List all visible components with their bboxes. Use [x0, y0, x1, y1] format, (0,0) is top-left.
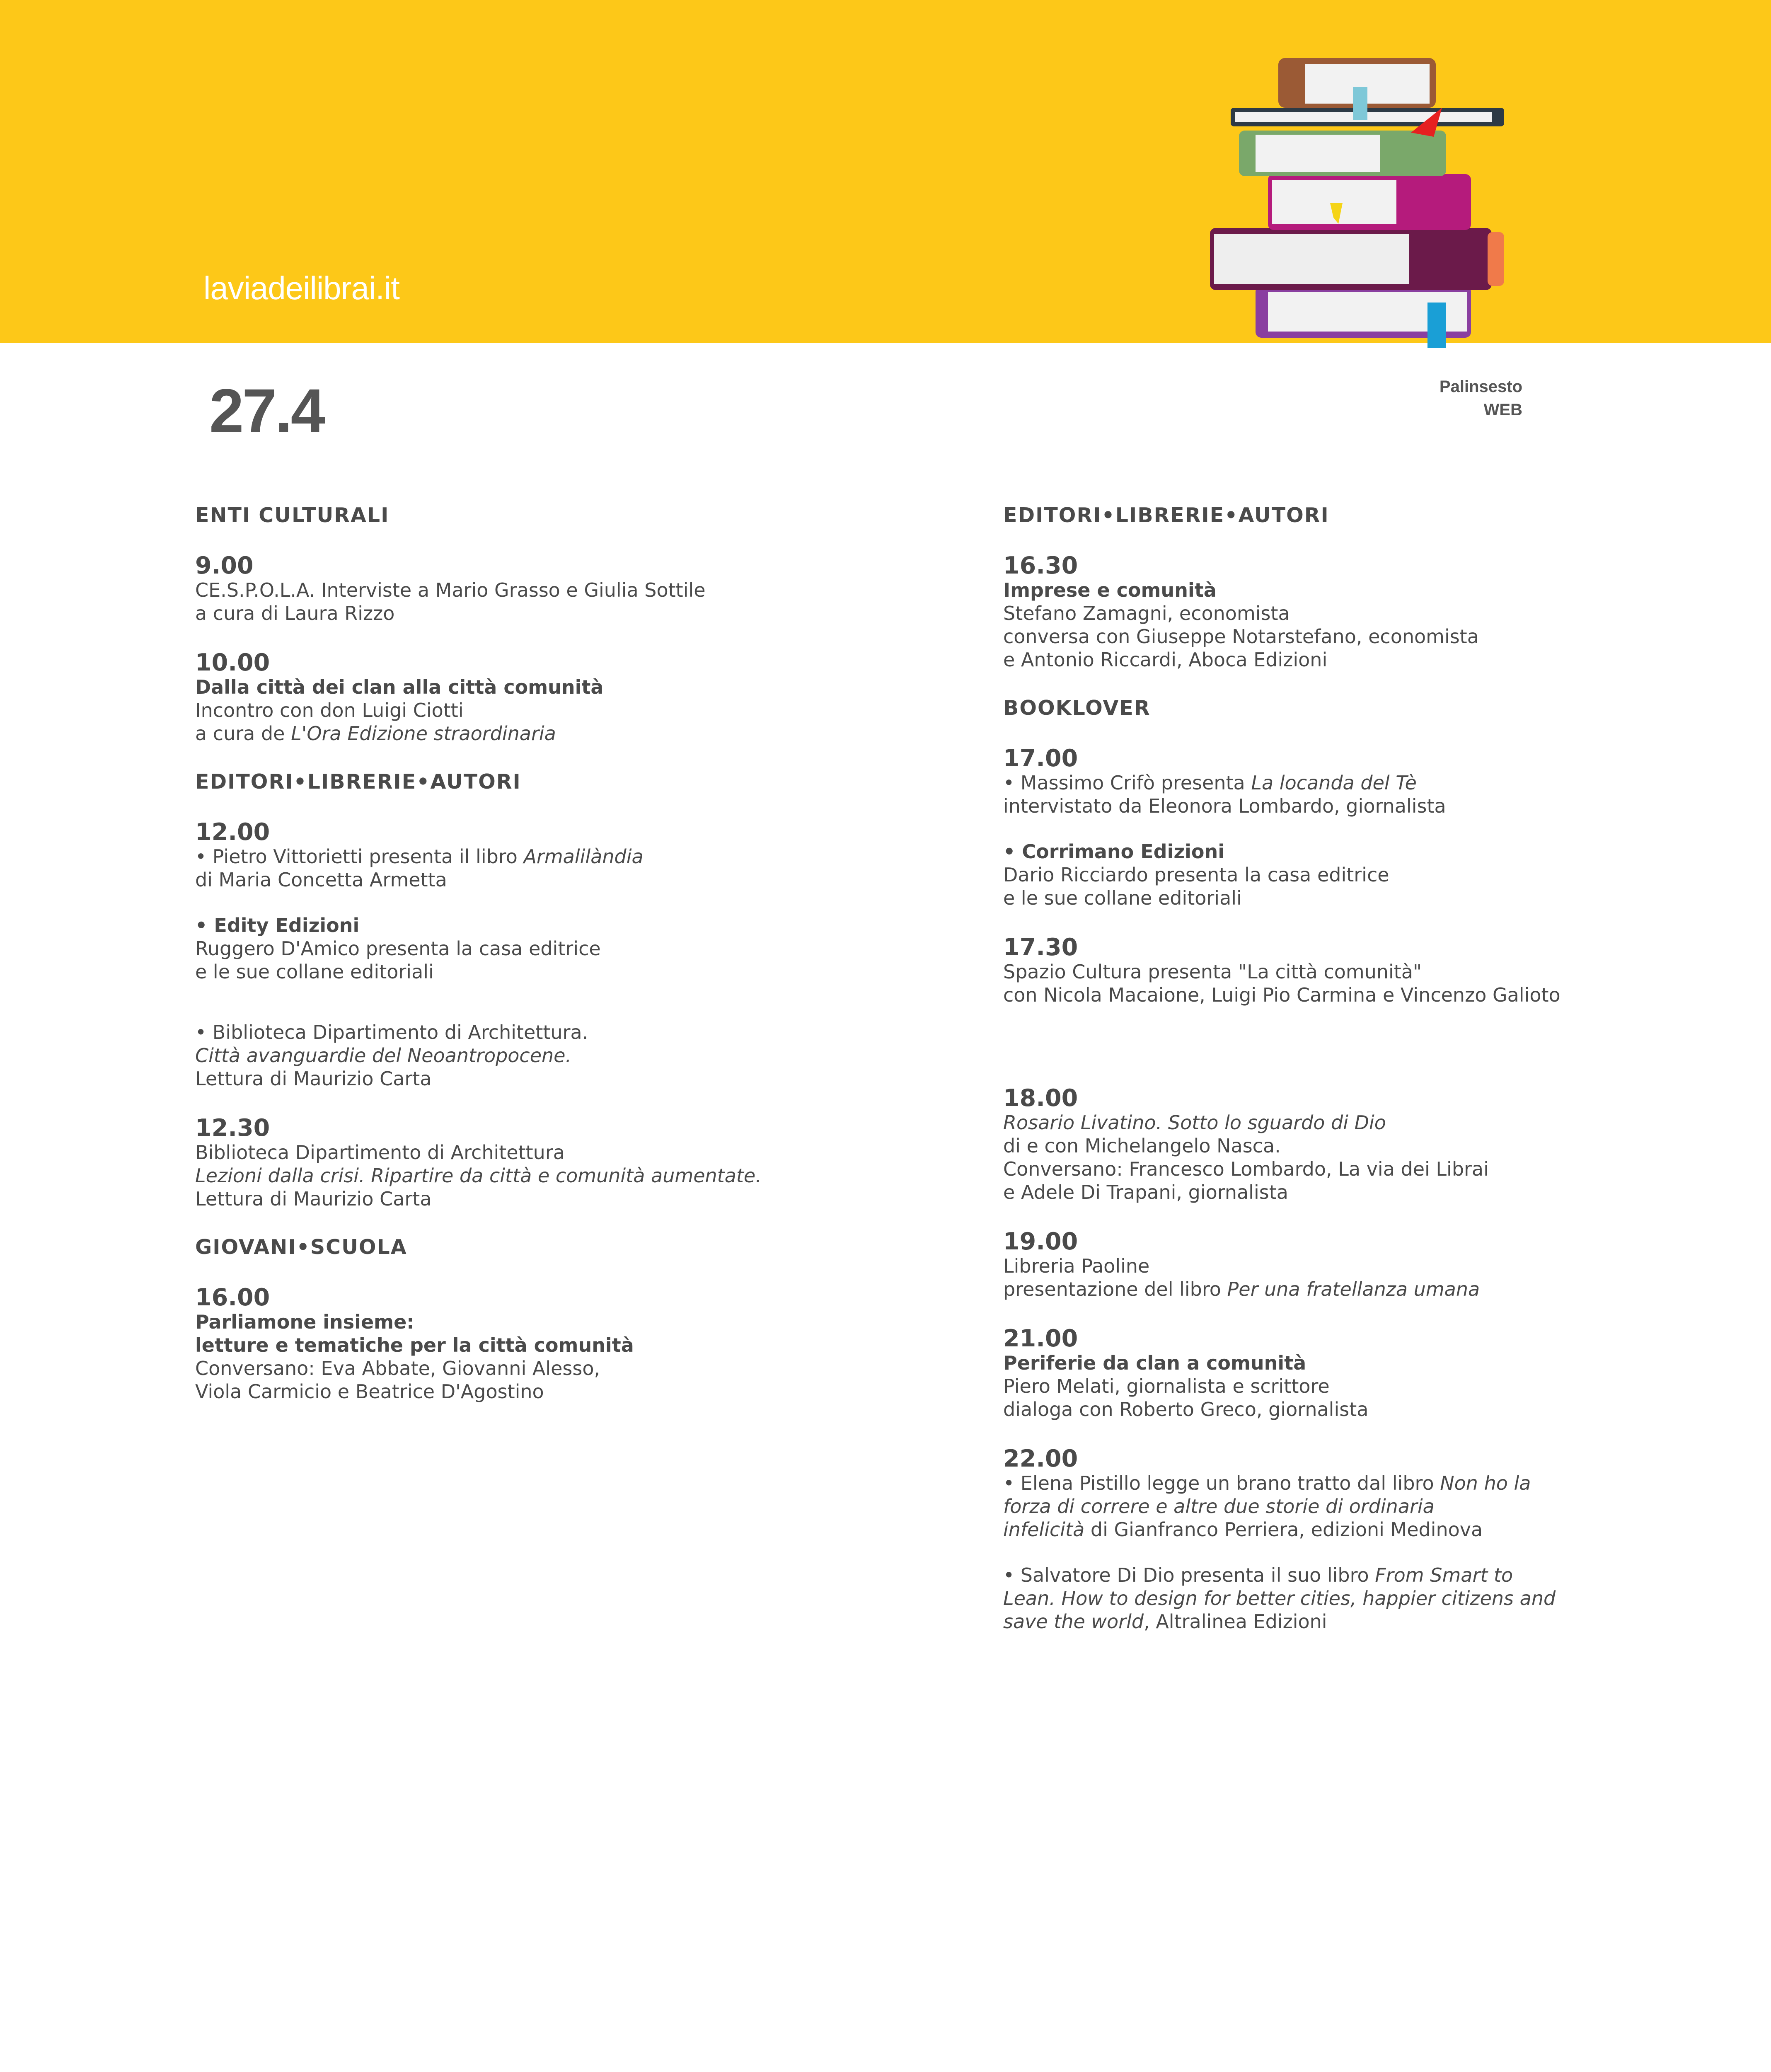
event-line — [1003, 1564, 1645, 1587]
event-line — [195, 845, 837, 868]
event-time: 22.00 — [1003, 1445, 1078, 1472]
event-title: Periferie da clan a comunità — [1003, 1352, 1306, 1374]
event-sub — [1003, 840, 1645, 910]
event-text-italic: save the world — [1003, 1610, 1144, 1633]
section-heading: EDITORI•LIBRERIE•AUTORI — [1003, 503, 1329, 527]
event-title: Dalla città dei clan alla città comunità — [195, 676, 604, 698]
event-text-italic: L'Ora Edizione straordinaria — [291, 722, 556, 745]
section-heading: ENTI CULTURALI — [195, 503, 390, 527]
event-line: Conversano: Francesco Lombardo, La via dei Librai — [1003, 1158, 1489, 1180]
event-time: 9.00 — [195, 552, 254, 579]
event-item — [195, 553, 837, 625]
event-text: • Salvatore Di Dio presenta il suo libro — [1003, 1564, 1375, 1586]
event-title: • Corrimano Edizioni — [1003, 840, 1225, 863]
event-item — [195, 819, 837, 1090]
event-line: Lettura di Maurizio Carta — [195, 1067, 432, 1090]
event-time: 21.00 — [1003, 1325, 1078, 1352]
event-line: e le sue collane editoriali — [1003, 887, 1242, 909]
event-line-italic: Lezioni dalla crisi. Ripartire da città e comunità aumentate. — [195, 1164, 762, 1187]
event-line: di e con Michelangelo Nasca. — [1003, 1135, 1281, 1157]
event-item — [1003, 1446, 1645, 1633]
event-time: 19.00 — [1003, 1228, 1078, 1255]
event-text: • Elena Pistillo legge un brano tratto dal libro — [1003, 1472, 1440, 1494]
event-title: Imprese e comunità — [1003, 579, 1217, 601]
event-line: intervistato da Eleonora Lombardo, giornalista — [1003, 795, 1446, 817]
event-line: • Biblioteca Dipartimento di Architettura. — [195, 1021, 588, 1043]
event-time: 12.00 — [195, 818, 270, 846]
right-column — [1003, 503, 1645, 1658]
schedule-label-line2: WEB — [1483, 401, 1522, 419]
event-item — [1003, 1326, 1645, 1421]
event-title: • Edity Edizioni — [195, 914, 360, 937]
event-time: 16.00 — [195, 1284, 270, 1311]
event-line: Lettura di Maurizio Carta — [195, 1188, 432, 1210]
event-line — [1003, 1278, 1645, 1301]
event-item — [195, 1285, 837, 1403]
event-line: Ruggero D'Amico presenta la casa editrice — [195, 937, 601, 960]
event-sub — [195, 914, 837, 983]
event-sub — [1003, 1564, 1645, 1633]
event-sub — [1003, 1472, 1645, 1541]
event-line: Libreria Paoline — [1003, 1255, 1150, 1277]
books-stack-icon — [1202, 50, 1517, 356]
event-line: Biblioteca Dipartimento di Architettura — [195, 1141, 565, 1164]
event-text: presentazione del libro — [1003, 1278, 1227, 1300]
event-line: e Antonio Riccardi, Aboca Edizioni — [1003, 649, 1328, 671]
event-line — [1003, 1518, 1645, 1541]
event-text: di Gianfranco Perriera, edizioni Medinova — [1084, 1518, 1483, 1541]
event-text: • Massimo Crifò presenta — [1003, 772, 1251, 794]
event-line — [195, 722, 837, 745]
event-text-italic: La locanda del Tè — [1251, 772, 1417, 794]
event-text-italic: Armalilàndia — [523, 845, 644, 868]
event-line: e le sue collane editoriali — [195, 961, 434, 983]
event-line: Stefano Zamagni, economista — [1003, 602, 1290, 625]
section-heading: GIOVANI•SCUOLA — [195, 1235, 407, 1259]
event-line-italic: Lean. How to design for better cities, happier citizens and — [1003, 1587, 1556, 1610]
event-line: Viola Carmicio e Beatrice D'Agostino — [195, 1380, 544, 1403]
event-line: e Adele Di Trapani, giornalista — [1003, 1181, 1288, 1203]
event-sub — [1003, 771, 1645, 818]
event-item — [195, 650, 837, 745]
event-date: 27.4 — [209, 376, 324, 445]
event-text-italic: Per una fratellanza umana — [1227, 1278, 1480, 1300]
event-time: 17.00 — [1003, 745, 1078, 772]
event-line: a cura di Laura Rizzo — [195, 602, 395, 625]
event-line-italic: Città avanguardie del Neoantropocene. — [195, 1044, 572, 1067]
left-column — [195, 503, 837, 1428]
event-text-italic: infelicità — [1003, 1518, 1085, 1541]
schedule-label — [1440, 375, 1522, 421]
event-title: letture e tematiche per la città comunità — [195, 1334, 634, 1356]
event-line-italic: forza di correre e altre due storie di ordinaria — [1003, 1495, 1435, 1518]
event-title: Parliamone insieme: — [195, 1311, 414, 1333]
event-item — [195, 1115, 837, 1210]
section-heading: EDITORI•LIBRERIE•AUTORI — [195, 770, 521, 794]
event-text: a cura de — [195, 722, 291, 745]
event-line-italic: Rosario Livatino. Sotto lo sguardo di Dio — [1003, 1111, 1386, 1134]
event-sub — [195, 1021, 837, 1090]
event-time: 16.30 — [1003, 552, 1078, 579]
event-item — [1003, 746, 1645, 910]
event-line: conversa con Giuseppe Notarstefano, economista — [1003, 625, 1479, 648]
event-text: • Pietro Vittorietti presenta il libro — [195, 845, 524, 868]
schedule-label-line1: Palinsesto — [1439, 378, 1522, 396]
event-time: 10.00 — [195, 649, 270, 676]
event-line: Piero Melati, giornalista e scrittore — [1003, 1375, 1330, 1397]
event-time: 17.30 — [1003, 934, 1078, 961]
event-line: Conversano: Eva Abbate, Giovanni Alesso, — [195, 1357, 600, 1380]
event-item — [1003, 1085, 1645, 1204]
event-line: dialoga con Roberto Greco, giornalista — [1003, 1398, 1369, 1421]
event-line: Incontro con don Luigi Ciotti — [195, 699, 464, 721]
event-time: 18.00 — [1003, 1084, 1078, 1112]
site-url[interactable]: laviadeilibrai.it — [203, 270, 399, 306]
event-item — [1003, 1229, 1645, 1301]
event-item — [1003, 553, 1645, 671]
event-line — [1003, 1472, 1645, 1495]
event-text: , Altralinea Edizioni — [1144, 1610, 1327, 1633]
event-text-italic: From Smart to — [1375, 1564, 1513, 1586]
event-line: Dario Ricciardo presenta la casa editrice — [1003, 864, 1389, 886]
event-line — [1003, 1610, 1645, 1633]
event-time: 12.30 — [195, 1114, 270, 1142]
event-line: con Nicola Macaione, Luigi Pio Carmina e Vincenzo Galioto — [1003, 984, 1561, 1006]
section-heading: BOOKLOVER — [1003, 696, 1151, 720]
event-line: di Maria Concetta Armetta — [195, 869, 447, 891]
event-sub — [195, 845, 837, 891]
event-line: CE.S.P.O.L.A. Interviste a Mario Grasso e Giulia Sottile — [195, 579, 706, 601]
event-line: Spazio Cultura presenta "La città comunità" — [1003, 961, 1422, 983]
event-text-italic: Non ho la — [1440, 1472, 1531, 1494]
event-item — [1003, 934, 1645, 1007]
event-line — [1003, 771, 1645, 794]
